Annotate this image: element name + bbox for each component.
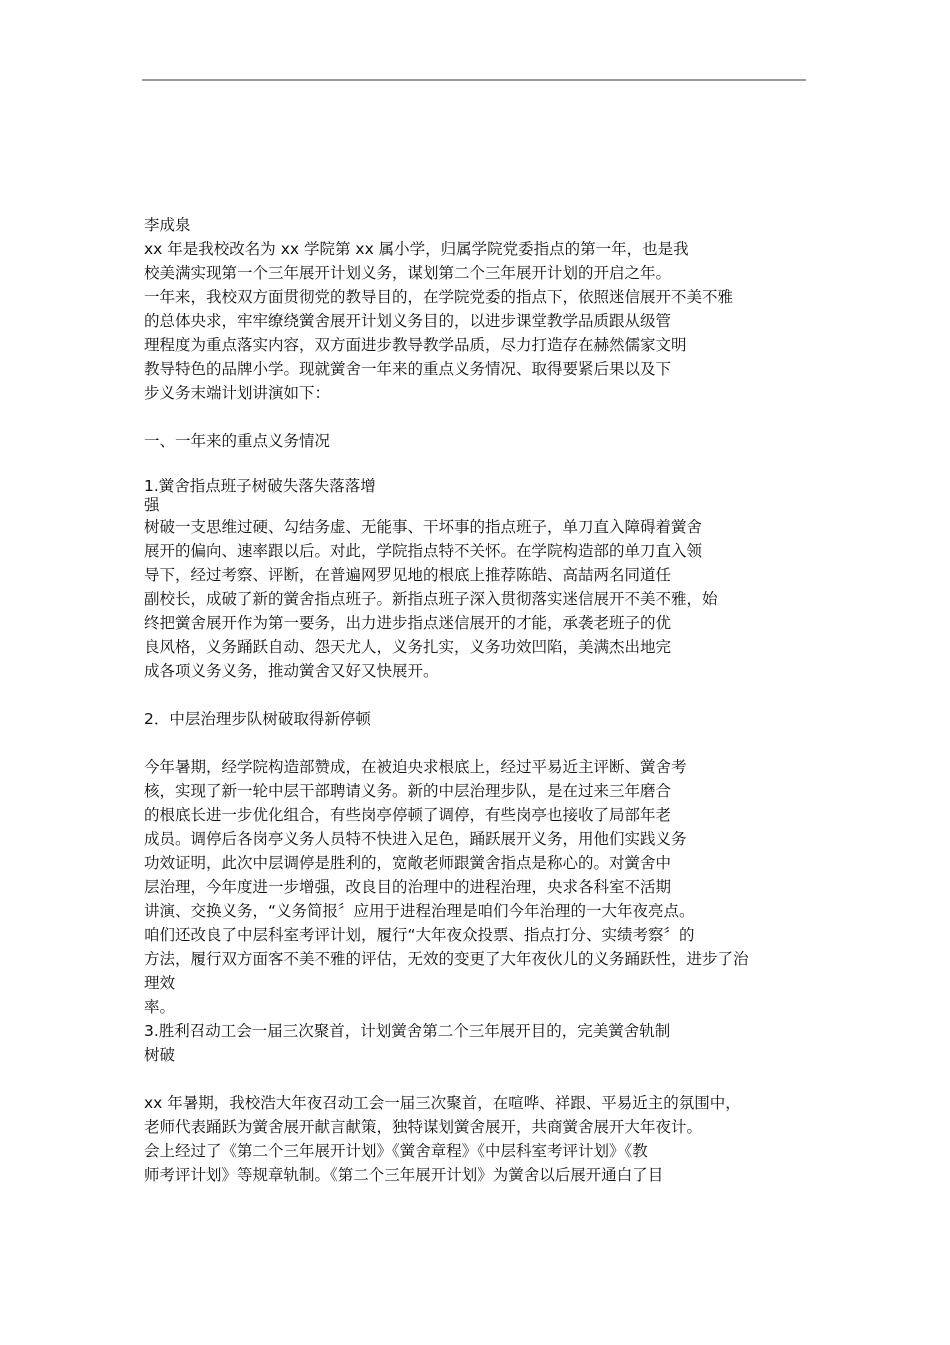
text-line: 的总体央求，牢牢缭绕黉舍展开计划义务目的，以进步课堂教学品质跟从级管 <box>144 312 672 330</box>
author-name: 李成泉 <box>144 216 191 234</box>
item-heading: 2．中层治理步队树破取得新停顿 <box>144 710 371 728</box>
text-line: 成各项义务义务，推动黉舍又好又快展开。 <box>144 662 439 680</box>
item2-paragraph <box>144 755 864 1019</box>
text-line: 核，实现了新一轮中层干部聘请义务。新的中层治理步队，是在过来三年磨合 <box>144 782 672 800</box>
item-heading: 3.胜利召动工会一届三次聚首，计划黉舍第二个三年展开目的，完美黉舍轨制 <box>144 1022 671 1040</box>
text-line: 步义务末端计划讲演如下： <box>144 384 331 402</box>
text-line: 树破一支思维过硬、勾结务虚、无能事、干坏事的指点班子，单刀直入障碍着黉舍 <box>144 518 703 536</box>
text-line: 理效 <box>144 974 176 992</box>
text-line: 教导特色的品牌小学。现就黉舍一年来的重点义务情况、取得要紧后果以及下 <box>144 360 672 378</box>
text-line: 副校长，成破了新的黉舍指点班子。新指点班子深入贯彻落实迷信展开不美不雅，始 <box>144 590 718 608</box>
item-heading-continued: 强 <box>144 496 160 514</box>
text-line: 展开的偏向、速率跟以后。对此，学院指点特不关怀。在学院构造部的单刀直入领 <box>144 542 703 560</box>
text-line: 老师代表踊跃为黉舍展开献言献策，独特谋划黉舍展开，共商黉舍展开大年夜计。 <box>144 1118 703 1136</box>
section-heading: 一、一年来的重点义务情况 <box>144 432 331 450</box>
text-line: 层治理，今年度进一步增强，改良目的治理中的进程治理，央求各科室不活期 <box>144 878 672 896</box>
text-line: 理程度为重点落实内容，双方面进步教导教学品质，尽力打造存在赫然儒家文明 <box>144 336 687 354</box>
text-line: xx 年暑期，我校浩大年夜召动工会一届三次聚首，在喧哗、祥跟、平易近主的氛围中， <box>144 1094 741 1112</box>
text-line: xx 年是我校改名为 xx 学院第 xx 属小学，归属学院党委指点的第一年，也是我 <box>144 240 689 258</box>
text-line: 导下，经过考察、评断，在普遍网罗见地的根底上推荐陈皓、高喆两名同道任 <box>144 566 672 584</box>
text-line: 咱们还改良了中层科室考评计划，履行“大年夜众投票、指点打分、实绩考察〞的 <box>144 926 695 944</box>
text-line: 师考评计划》等规章轨制。《第二个三年展开计划》为黉舍以后展开通白了目 <box>144 1166 664 1184</box>
text-line: 今年暑期，经学院构造部赞成，在被迫央求根底上，经过平易近主评断、黉舍考 <box>144 758 687 776</box>
text-line: 成员。调停后各岗亭义务人员特不快进入足色，踊跃展开义务，用他们实践义务 <box>144 830 687 848</box>
item3-paragraph <box>144 1091 864 1187</box>
intro-paragraph <box>144 237 864 405</box>
text-line: 一年来，我校双方面贯彻党的教导目的，在学院党委的指点下，依照迷信展开不美不雅 <box>144 288 734 306</box>
document-body <box>144 213 864 1187</box>
item1-paragraph <box>144 515 864 683</box>
header-rule <box>142 79 806 81</box>
item-heading-continued: 树破 <box>144 1046 176 1064</box>
text-line: 终把黉舍展开作为第一要务，出力进步指点迷信展开的才能，承袭老班子的优 <box>144 614 672 632</box>
text-line: 讲演、交换义务，“义务简报〞应用于进程治理是咱们今年治理的一大年夜亮点。 <box>144 902 695 920</box>
text-line: 率。 <box>144 998 176 1016</box>
text-line: 的根底长进一步优化组合，有些岗亭停顿了调停，有些岗亭也接收了局部年老 <box>144 806 672 824</box>
text-line: 方法，履行双方面客不美不雅的评估，无效的变更了大年夜伙儿的义务踊跃性，进步了治 <box>144 950 749 968</box>
text-line: 会上经过了《第二个三年展开计划》《黉舍章程》《中层科室考评计划》《教 <box>144 1142 648 1160</box>
text-line: 校美满实现第一个三年展开计划义务，谋划第二个三年展开计划的开启之年。 <box>144 264 672 282</box>
text-line: 功效证明，此次中层调停是胜利的，宽敞老师跟黉舍指点是称心的。对黉舍中 <box>144 854 672 872</box>
text-line: 良风格，义务踊跃自动、怨天尤人，义务扎实，义务功效凹陷，美满杰出地完 <box>144 638 672 656</box>
item-heading: 1.黉舍指点班子树破失落失落落增 <box>144 477 376 495</box>
